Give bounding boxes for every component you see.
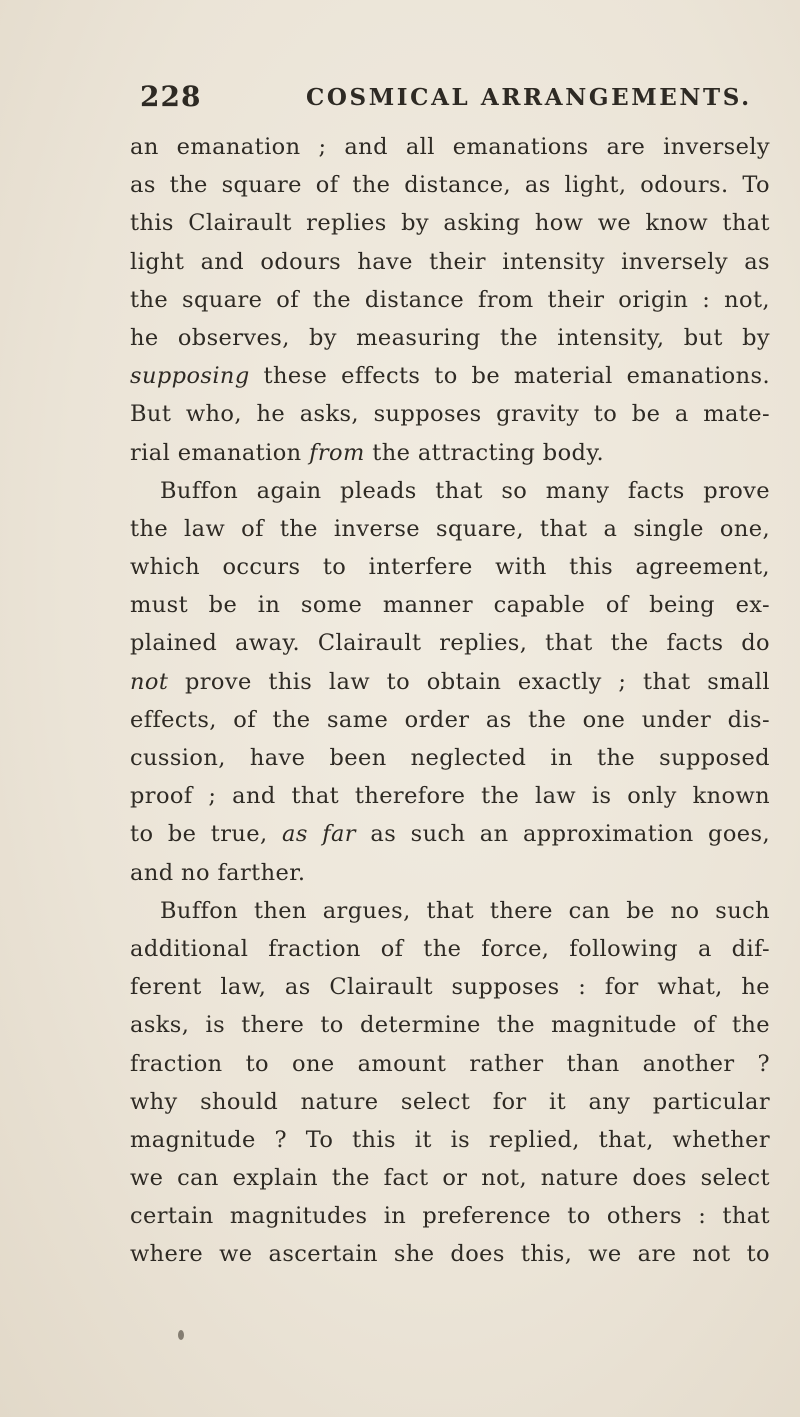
line-segment: to be true, [130, 821, 283, 848]
text-line: the square of the distance from their origin : not, [130, 286, 770, 313]
text-line: must be in some manner capable of being ex- [130, 592, 770, 619]
page-number: 228 [140, 80, 202, 113]
text-line [130, 663, 770, 701]
italic-emphasis: supposing [130, 363, 250, 390]
text-line: which occurs to interfere with this agreement, [130, 554, 770, 581]
text-line: proof ; and that therefore the law is only known [130, 783, 770, 810]
text-line: the law of the inverse square, that a single one, [130, 515, 770, 542]
text-line: But who, he asks, supposes gravity to be a mate- [130, 401, 770, 428]
text-line: magnitude ? To this it is replied, that, whether [130, 1126, 770, 1153]
paragraph-first-line: Buffon again pleads that so many facts prove [160, 477, 770, 504]
line-segment: these effects to be material emanations. [249, 363, 770, 390]
text-line: where we ascertain she does this, we are not to [130, 1241, 770, 1268]
text-line: we can explain the fact or not, nature does select [130, 1165, 770, 1192]
line-segment: as such an approximation goes, [355, 821, 771, 848]
text-line [130, 815, 770, 853]
text-line: he observes, by measuring the intensity, but by [130, 324, 770, 351]
text-line: why should nature select for it any particular [130, 1088, 770, 1115]
text-line: light and odours have their intensity inversely as [130, 248, 770, 275]
text-line: this Clairault replies by asking how we know that [130, 210, 770, 237]
running-title: COSMICAL ARRANGEMENTS. [306, 84, 752, 111]
text-line: effects, of the same order as the one under dis- [130, 706, 770, 733]
text-line: fraction to one amount rather than another ? [130, 1050, 770, 1077]
line-segment: the attracting body. [364, 439, 605, 466]
text-line [130, 357, 770, 395]
text-line: plained away. Clairault replies, that the facts do [130, 630, 770, 657]
paragraph-first-line: Buffon then argues, that there can be no such [160, 897, 770, 924]
text-line: asks, is there to determine the magnitude of the [130, 1012, 770, 1039]
body-text [130, 128, 770, 1274]
line-segment: prove this law to obtain exactly ; that small [168, 668, 770, 695]
italic-emphasis: as far [282, 821, 356, 848]
text-line: and no farther. [130, 859, 306, 886]
line-segment: rial emanation [130, 439, 310, 466]
text-line: as the square of the distance, as light, odours. To [130, 172, 770, 199]
text-line: an emanation ; and all emanations are inversely [130, 134, 770, 160]
text-line: certain magnitudes in preference to others : that [130, 1203, 770, 1230]
text-line: additional fraction of the force, following a dif- [130, 935, 770, 962]
paper-speck [178, 1330, 184, 1340]
text-line [130, 434, 770, 472]
italic-emphasis: from [309, 439, 365, 466]
running-head [140, 80, 780, 120]
text-line: ferent law, as Clairault supposes : for what, he [130, 974, 770, 1001]
text-line: cussion, have been neglected in the supposed [130, 745, 770, 771]
italic-emphasis: not [130, 668, 169, 695]
